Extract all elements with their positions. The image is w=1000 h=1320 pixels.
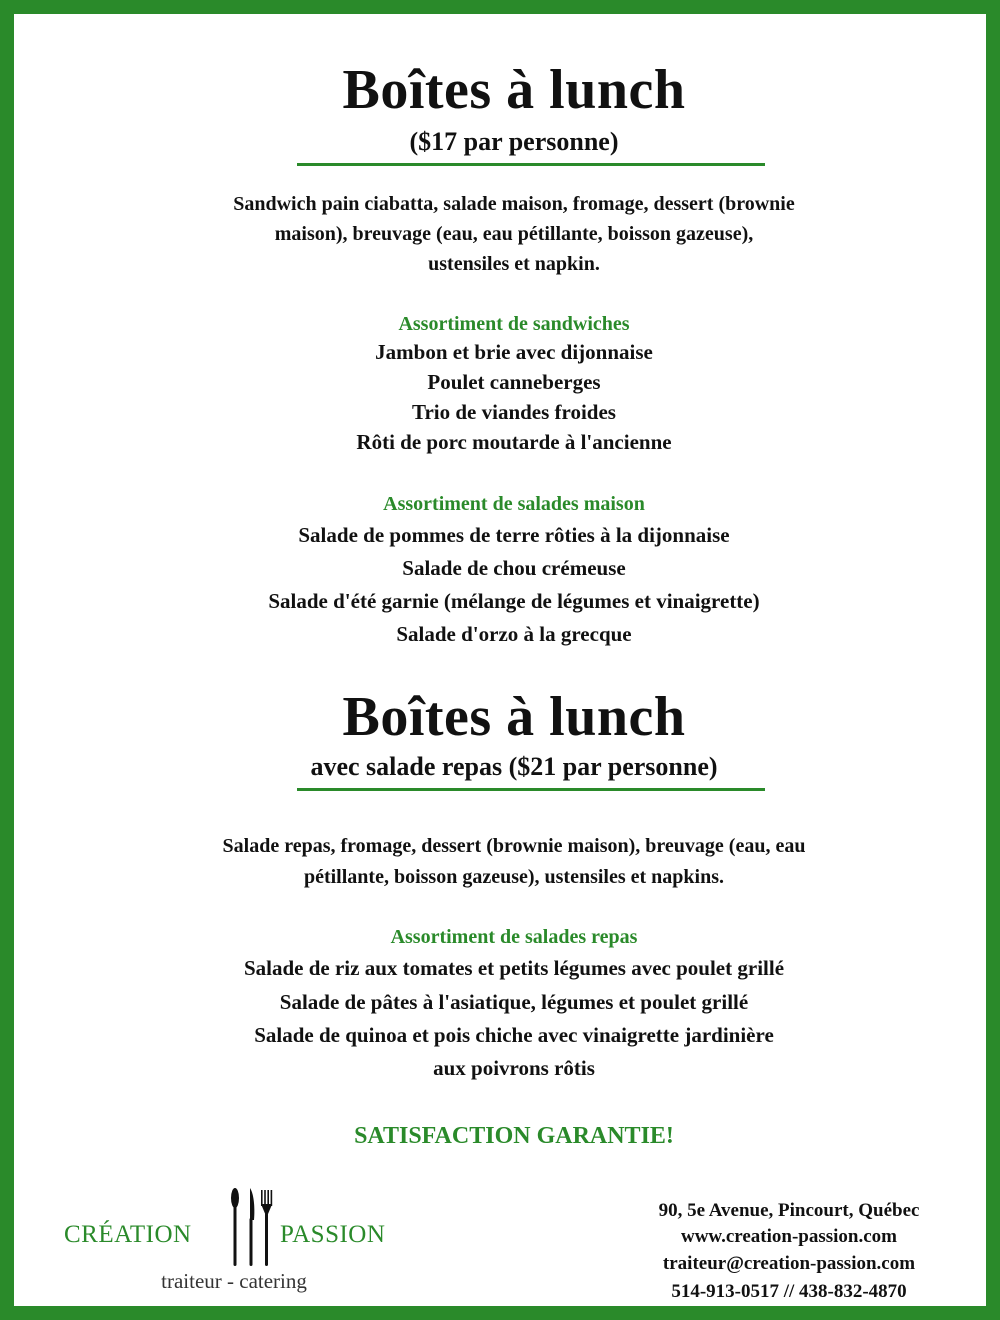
- cutlery-icon: [228, 1186, 276, 1270]
- meal-salad-item: Salade de pâtes à l'asiatique, légumes et poulet grillé: [279, 990, 749, 1014]
- sandwich-item: Trio de viandes froides: [412, 400, 616, 424]
- contact-email[interactable]: traiteur@creation-passion.com: [662, 1253, 916, 1274]
- section2-description-line: Salade repas, fromage, dessert (brownie maison), breuvage (eau, eau: [222, 835, 806, 857]
- satisfaction-slogan: SATISFACTION GARANTIE!: [354, 1123, 674, 1149]
- logo-tagline: traiteur - catering: [161, 1269, 307, 1293]
- contact-website[interactable]: www.creation-passion.com: [680, 1226, 898, 1247]
- salads-heading: Assortiment de salades maison: [383, 493, 645, 515]
- logo-word-right: PASSION: [280, 1221, 386, 1248]
- salad-item: Salade d'orzo à la grecque: [396, 622, 632, 646]
- meal-salad-item: Salade de quinoa et pois chiche avec vinaigrette jardinière: [254, 1023, 774, 1047]
- sandwich-item: Poulet canneberges: [427, 370, 601, 394]
- salad-item: Salade de pommes de terre rôties à la dijonnaise: [298, 523, 730, 547]
- sandwiches-heading: Assortiment de sandwiches: [398, 313, 630, 335]
- section1-description-line: maison), breuvage (eau, eau pétillante, boisson gazeuse),: [274, 223, 754, 245]
- section1-title: Boîtes à lunch: [342, 59, 686, 121]
- section1-description-line: Sandwich pain ciabatta, salade maison, fromage, dessert (brownie: [233, 193, 795, 215]
- sandwich-item: Jambon et brie avec dijonnaise: [375, 340, 653, 364]
- contact-phones: 514-913-0517 // 438-832-4870: [671, 1281, 907, 1302]
- section1-divider: [297, 163, 765, 166]
- meal-salad-item: aux poivrons rôtis: [433, 1056, 595, 1080]
- contact-address: 90, 5e Avenue, Pincourt, Québec: [658, 1200, 920, 1221]
- section2-divider: [297, 788, 765, 791]
- sandwich-item: Rôti de porc moutarde à l'ancienne: [356, 430, 672, 454]
- section2-title: Boîtes à lunch: [342, 686, 686, 748]
- logo-word-left: CRÉATION: [64, 1221, 192, 1248]
- section2-subtitle: avec salade repas ($21 par personne): [310, 752, 718, 781]
- section2-description-line: pétillante, boisson gazeuse), ustensiles et napkins.: [303, 866, 725, 888]
- meal-salad-item: Salade de riz aux tomates et petits légumes avec poulet grillé: [243, 956, 785, 980]
- salad-item: Salade d'été garnie (mélange de légumes et vinaigrette): [268, 589, 760, 613]
- section1-subtitle: ($17 par personne): [409, 127, 619, 156]
- section1-description-line: ustensiles et napkin.: [428, 253, 600, 275]
- salad-item: Salade de chou crémeuse: [402, 556, 626, 580]
- meal-salads-heading: Assortiment de salades repas: [390, 926, 638, 948]
